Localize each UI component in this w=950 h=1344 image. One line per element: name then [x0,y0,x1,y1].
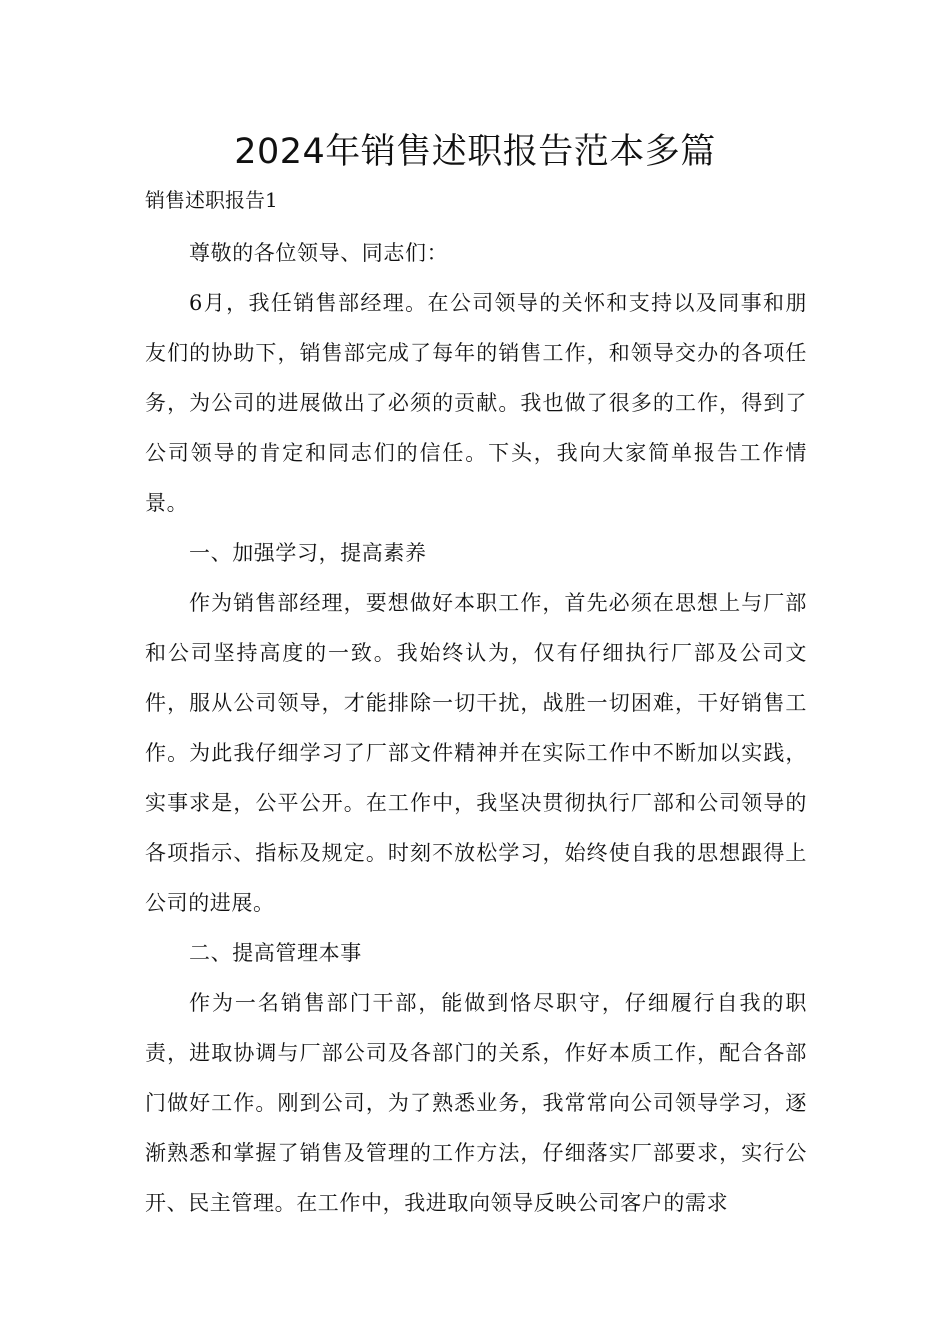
body-paragraph: 6月，我任销售部经理。在公司领导的关怀和支持以及同事和朋友们的协助下，销售部完成了每年的销售工作，和领导交办的各项任务，为公司的进展做出了必须的贡献。我也做了很多的工作，得到了公司领导的肯定和同志们的信任。下头，我向大家简单报告工作情景。 [145,291,807,515]
body-paragraph: 作为一名销售部门干部，能做到恪尽职守，仔细履行自我的职责，进取协调与厂部公司及各部门的关系，作好本质工作，配合各部门做好工作。刚到公司，为了熟悉业务，我常常向公司领导学习，逐渐熟悉和掌握了销售及管理的工作方法，仔细落实厂部要求，实行公开、民主管理。在工作中，我进取向领导反映公司客户的需求 [145,991,807,1215]
section-heading: 二、提高管理本事 [189,941,362,965]
document-title: 2024年销售述职报告范本多篇 [234,132,716,172]
document-body [145,228,807,1228]
section-subheading: 销售述职报告1 [145,188,278,212]
body-paragraph: 作为销售部经理，要想做好本职工作，首先必须在思想上与厂部和公司坚持高度的一致。我始终认为，仅有仔细执行厂部及公司文件，服从公司领导，才能排除一切干扰，战胜一切困难，干好销售工作。为此我仔细学习了厂部文件精神并在实际工作中不断加以实践，实事求是，公平公开。在工作中，我坚决贯彻执行厂部和公司领导的各项指示、指标及规定。时刻不放松学习，始终使自我的思想跟得上公司的进展。 [145,591,807,915]
section-heading: 一、加强学习，提高素养 [189,541,427,565]
salutation: 尊敬的各位领导、同志们： [189,241,449,265]
